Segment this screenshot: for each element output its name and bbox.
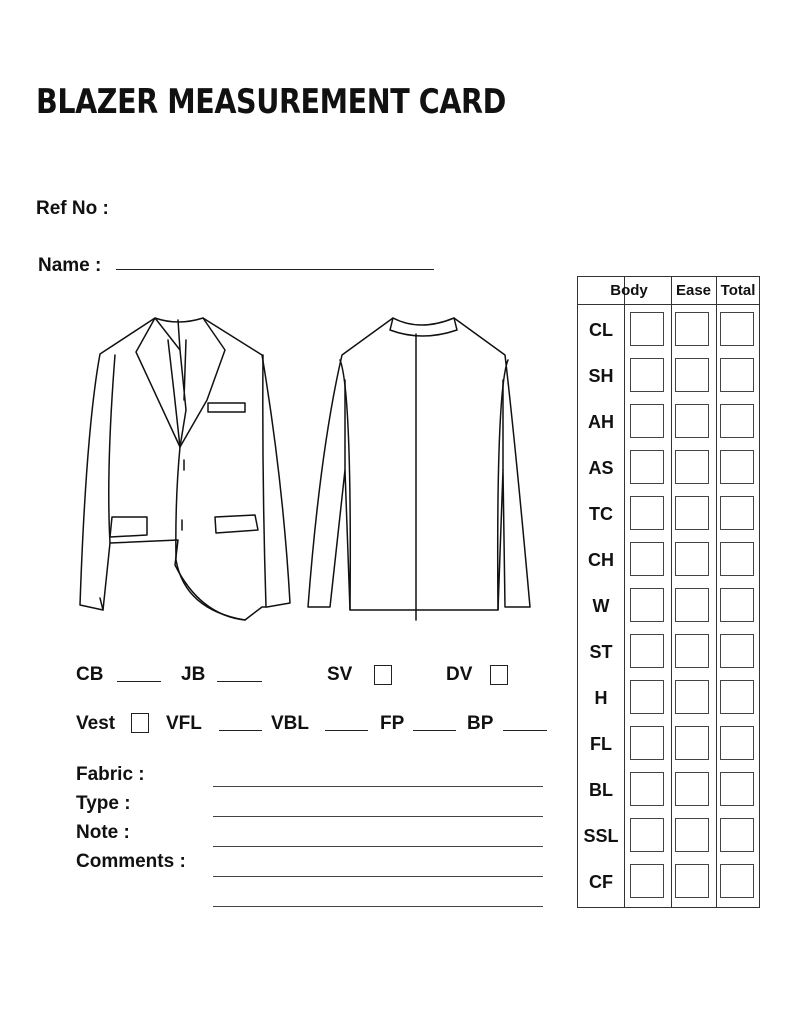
- body-cell[interactable]: [630, 726, 664, 760]
- vfl-field-line[interactable]: [219, 730, 262, 731]
- body-cell[interactable]: [630, 772, 664, 806]
- total-cell[interactable]: [720, 772, 754, 806]
- total-cell[interactable]: [720, 680, 754, 714]
- vbl-label: VBL: [271, 713, 309, 734]
- table-row: [578, 307, 759, 353]
- total-cell[interactable]: [720, 818, 754, 852]
- measurement-rows: [578, 307, 759, 905]
- row-label: AS: [588, 458, 614, 478]
- bp-label: BP: [467, 713, 494, 734]
- jb-field-line[interactable]: [217, 681, 262, 682]
- ease-cell[interactable]: [675, 542, 709, 576]
- table-row: [578, 859, 759, 905]
- vest-label: Vest: [76, 713, 116, 734]
- comments-field-line-2[interactable]: [213, 906, 543, 907]
- ref-no-label: Ref No :: [36, 198, 109, 219]
- fp-field-line[interactable]: [413, 730, 456, 731]
- table-row: [578, 813, 759, 859]
- comments-label: Comments :: [76, 851, 186, 872]
- body-cell[interactable]: [630, 818, 664, 852]
- total-cell[interactable]: [720, 496, 754, 530]
- total-cell[interactable]: [720, 312, 754, 346]
- total-cell[interactable]: [720, 864, 754, 898]
- table-row: [578, 767, 759, 813]
- table-row: [578, 399, 759, 445]
- cb-field-line[interactable]: [117, 681, 161, 682]
- body-cell[interactable]: [630, 450, 664, 484]
- ease-header: Ease: [675, 282, 712, 299]
- total-cell[interactable]: [720, 588, 754, 622]
- type-field-line[interactable]: [213, 816, 543, 817]
- total-cell[interactable]: [720, 726, 754, 760]
- ease-cell[interactable]: [675, 312, 709, 346]
- vbl-field-line[interactable]: [325, 730, 368, 731]
- body-cell[interactable]: [630, 588, 664, 622]
- total-cell[interactable]: [720, 542, 754, 576]
- ease-cell[interactable]: [675, 772, 709, 806]
- blazer-front-sketch: [80, 318, 290, 620]
- ease-cell[interactable]: [675, 634, 709, 668]
- total-header: Total: [720, 282, 756, 299]
- ease-cell[interactable]: [675, 726, 709, 760]
- row-label: H: [594, 688, 608, 708]
- fp-label: FP: [380, 713, 405, 734]
- total-cell[interactable]: [720, 404, 754, 438]
- body-cell[interactable]: [630, 542, 664, 576]
- ease-cell[interactable]: [675, 496, 709, 530]
- table-row: [578, 445, 759, 491]
- row-label: AH: [588, 412, 614, 432]
- comments-field-line[interactable]: [213, 876, 543, 877]
- ease-cell[interactable]: [675, 404, 709, 438]
- vest-checkbox[interactable]: [131, 713, 149, 733]
- total-cell[interactable]: [720, 450, 754, 484]
- row-label: FL: [590, 734, 612, 754]
- row-label: CH: [588, 550, 614, 570]
- cb-label: CB: [76, 664, 104, 685]
- table-row: [578, 675, 759, 721]
- table-row: [578, 583, 759, 629]
- vfl-label: VFL: [166, 713, 202, 734]
- dv-checkbox[interactable]: [490, 665, 508, 685]
- body-cell[interactable]: [630, 496, 664, 530]
- name-label: Name :: [38, 255, 102, 276]
- table-row: [578, 353, 759, 399]
- ease-cell[interactable]: [675, 450, 709, 484]
- total-cell[interactable]: [720, 358, 754, 392]
- note-label: Note :: [76, 822, 130, 843]
- body-cell[interactable]: [630, 634, 664, 668]
- row-label: ST: [589, 642, 613, 662]
- body-cell[interactable]: [630, 680, 664, 714]
- fabric-field-line[interactable]: [213, 786, 543, 787]
- type-label: Type :: [76, 793, 131, 814]
- ease-cell[interactable]: [675, 864, 709, 898]
- table-row: [578, 721, 759, 767]
- dv-label: DV: [446, 664, 473, 685]
- body-cell[interactable]: [630, 404, 664, 438]
- body-cell[interactable]: [630, 312, 664, 346]
- row-label: SH: [588, 366, 614, 386]
- row-label: CF: [589, 872, 613, 892]
- total-cell[interactable]: [720, 634, 754, 668]
- row-label: SSL: [583, 826, 619, 846]
- sv-checkbox[interactable]: [374, 665, 392, 685]
- ease-cell[interactable]: [675, 588, 709, 622]
- body-cell[interactable]: [630, 358, 664, 392]
- jb-label: JB: [181, 664, 206, 685]
- table-header-rule: [578, 304, 759, 305]
- sv-label: SV: [327, 664, 353, 685]
- table-row: [578, 537, 759, 583]
- body-cell[interactable]: [630, 864, 664, 898]
- measurement-table: [577, 276, 760, 908]
- ease-cell[interactable]: [675, 358, 709, 392]
- fabric-label: Fabric :: [76, 764, 145, 785]
- blazer-back-sketch: [308, 318, 530, 620]
- row-label: W: [592, 596, 610, 616]
- row-label: CL: [589, 320, 613, 340]
- bp-field-line[interactable]: [503, 730, 547, 731]
- note-field-line[interactable]: [213, 846, 543, 847]
- row-label: BL: [589, 780, 613, 800]
- page-title: BLAZER MEASUREMENT CARD: [36, 82, 506, 122]
- row-label: TC: [589, 504, 613, 524]
- ease-cell[interactable]: [675, 680, 709, 714]
- body-header: Body: [610, 282, 648, 299]
- ease-cell[interactable]: [675, 818, 709, 852]
- table-row: [578, 491, 759, 537]
- table-row: [578, 629, 759, 675]
